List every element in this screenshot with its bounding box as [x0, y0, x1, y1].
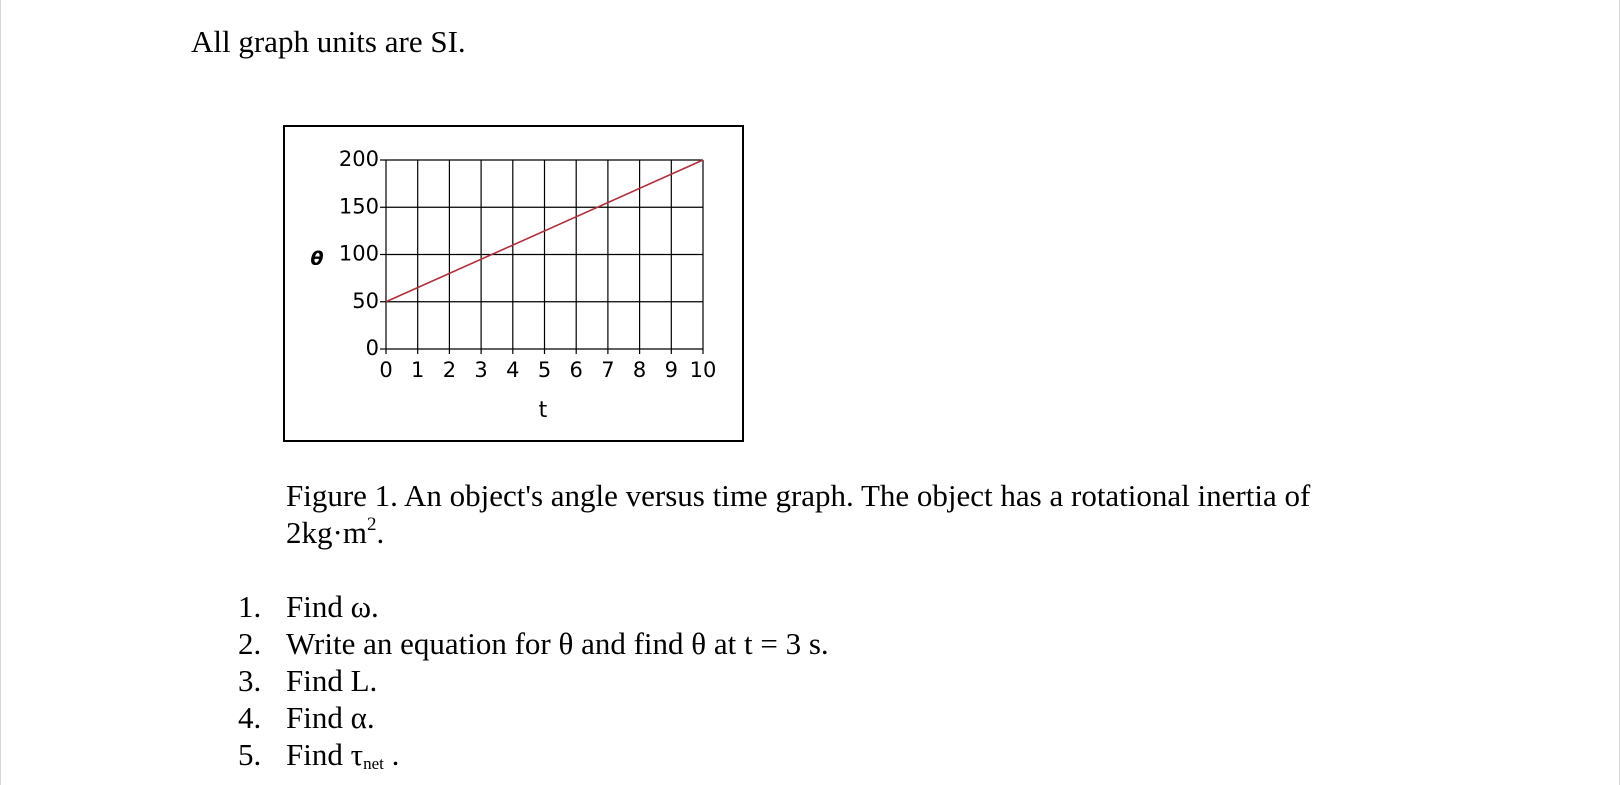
x-tick-label: 9 — [664, 358, 678, 382]
x-tick-label: 3 — [474, 358, 488, 382]
question-number: 1. — [238, 589, 262, 624]
caption-exponent: 2 — [366, 514, 377, 535]
question-tail: . — [383, 737, 400, 772]
question-number: 4. — [238, 700, 262, 735]
figure-1-chart — [283, 125, 744, 442]
figure-caption — [286, 477, 1386, 551]
question-number: 2. — [238, 626, 262, 661]
y-tick-label: 50 — [352, 288, 379, 313]
question-text: Write an equation for θ and find θ at t = 3 s. — [286, 626, 829, 661]
x-tick-label: 2 — [442, 358, 457, 382]
caption-end: . — [376, 515, 385, 550]
question-item — [230, 662, 829, 699]
question-item — [230, 736, 829, 773]
y-tick-labels — [339, 147, 379, 360]
x-tick-label: 1 — [411, 358, 425, 382]
question-text: Find L. — [286, 663, 378, 698]
chart-grid — [380, 160, 703, 354]
question-subscript: net — [363, 754, 384, 773]
x-tick-label: 8 — [632, 358, 647, 382]
question-item — [230, 588, 829, 625]
caption-text: Figure 1. An object's angle versus time graph. The object has a rotational inertia of 2kg — [286, 478, 1311, 550]
y-tick-label: 100 — [338, 241, 379, 266]
question-text: Find ω. — [286, 589, 379, 624]
angle-vs-time-chart — [285, 127, 742, 440]
page-left-border — [0, 0, 1, 785]
question-text: Find τ — [286, 737, 364, 772]
x-tick-label: 4 — [506, 358, 520, 382]
x-tick-labels — [379, 358, 716, 382]
x-tick-label: 7 — [601, 358, 615, 382]
question-number: 5. — [238, 737, 262, 772]
caption-unit: m — [342, 515, 367, 550]
y-tick-label: 150 — [338, 194, 379, 219]
x-tick-label: 0 — [379, 358, 393, 382]
y-axis-label: θ — [310, 247, 324, 270]
intro-text: All graph units are SI. — [191, 24, 466, 59]
question-item — [230, 625, 829, 662]
y-tick-label: 0 — [365, 336, 379, 360]
question-list — [230, 588, 829, 773]
question-number: 3. — [238, 663, 262, 698]
x-axis-label: t — [538, 398, 548, 423]
y-tick-label: 200 — [338, 147, 379, 171]
x-tick-label: 6 — [569, 358, 583, 382]
x-tick-label: 10 — [689, 358, 717, 382]
x-tick-label: 5 — [537, 358, 552, 382]
question-text: Find α. — [286, 700, 375, 735]
caption-dot: · — [332, 515, 343, 550]
question-item — [230, 699, 829, 736]
